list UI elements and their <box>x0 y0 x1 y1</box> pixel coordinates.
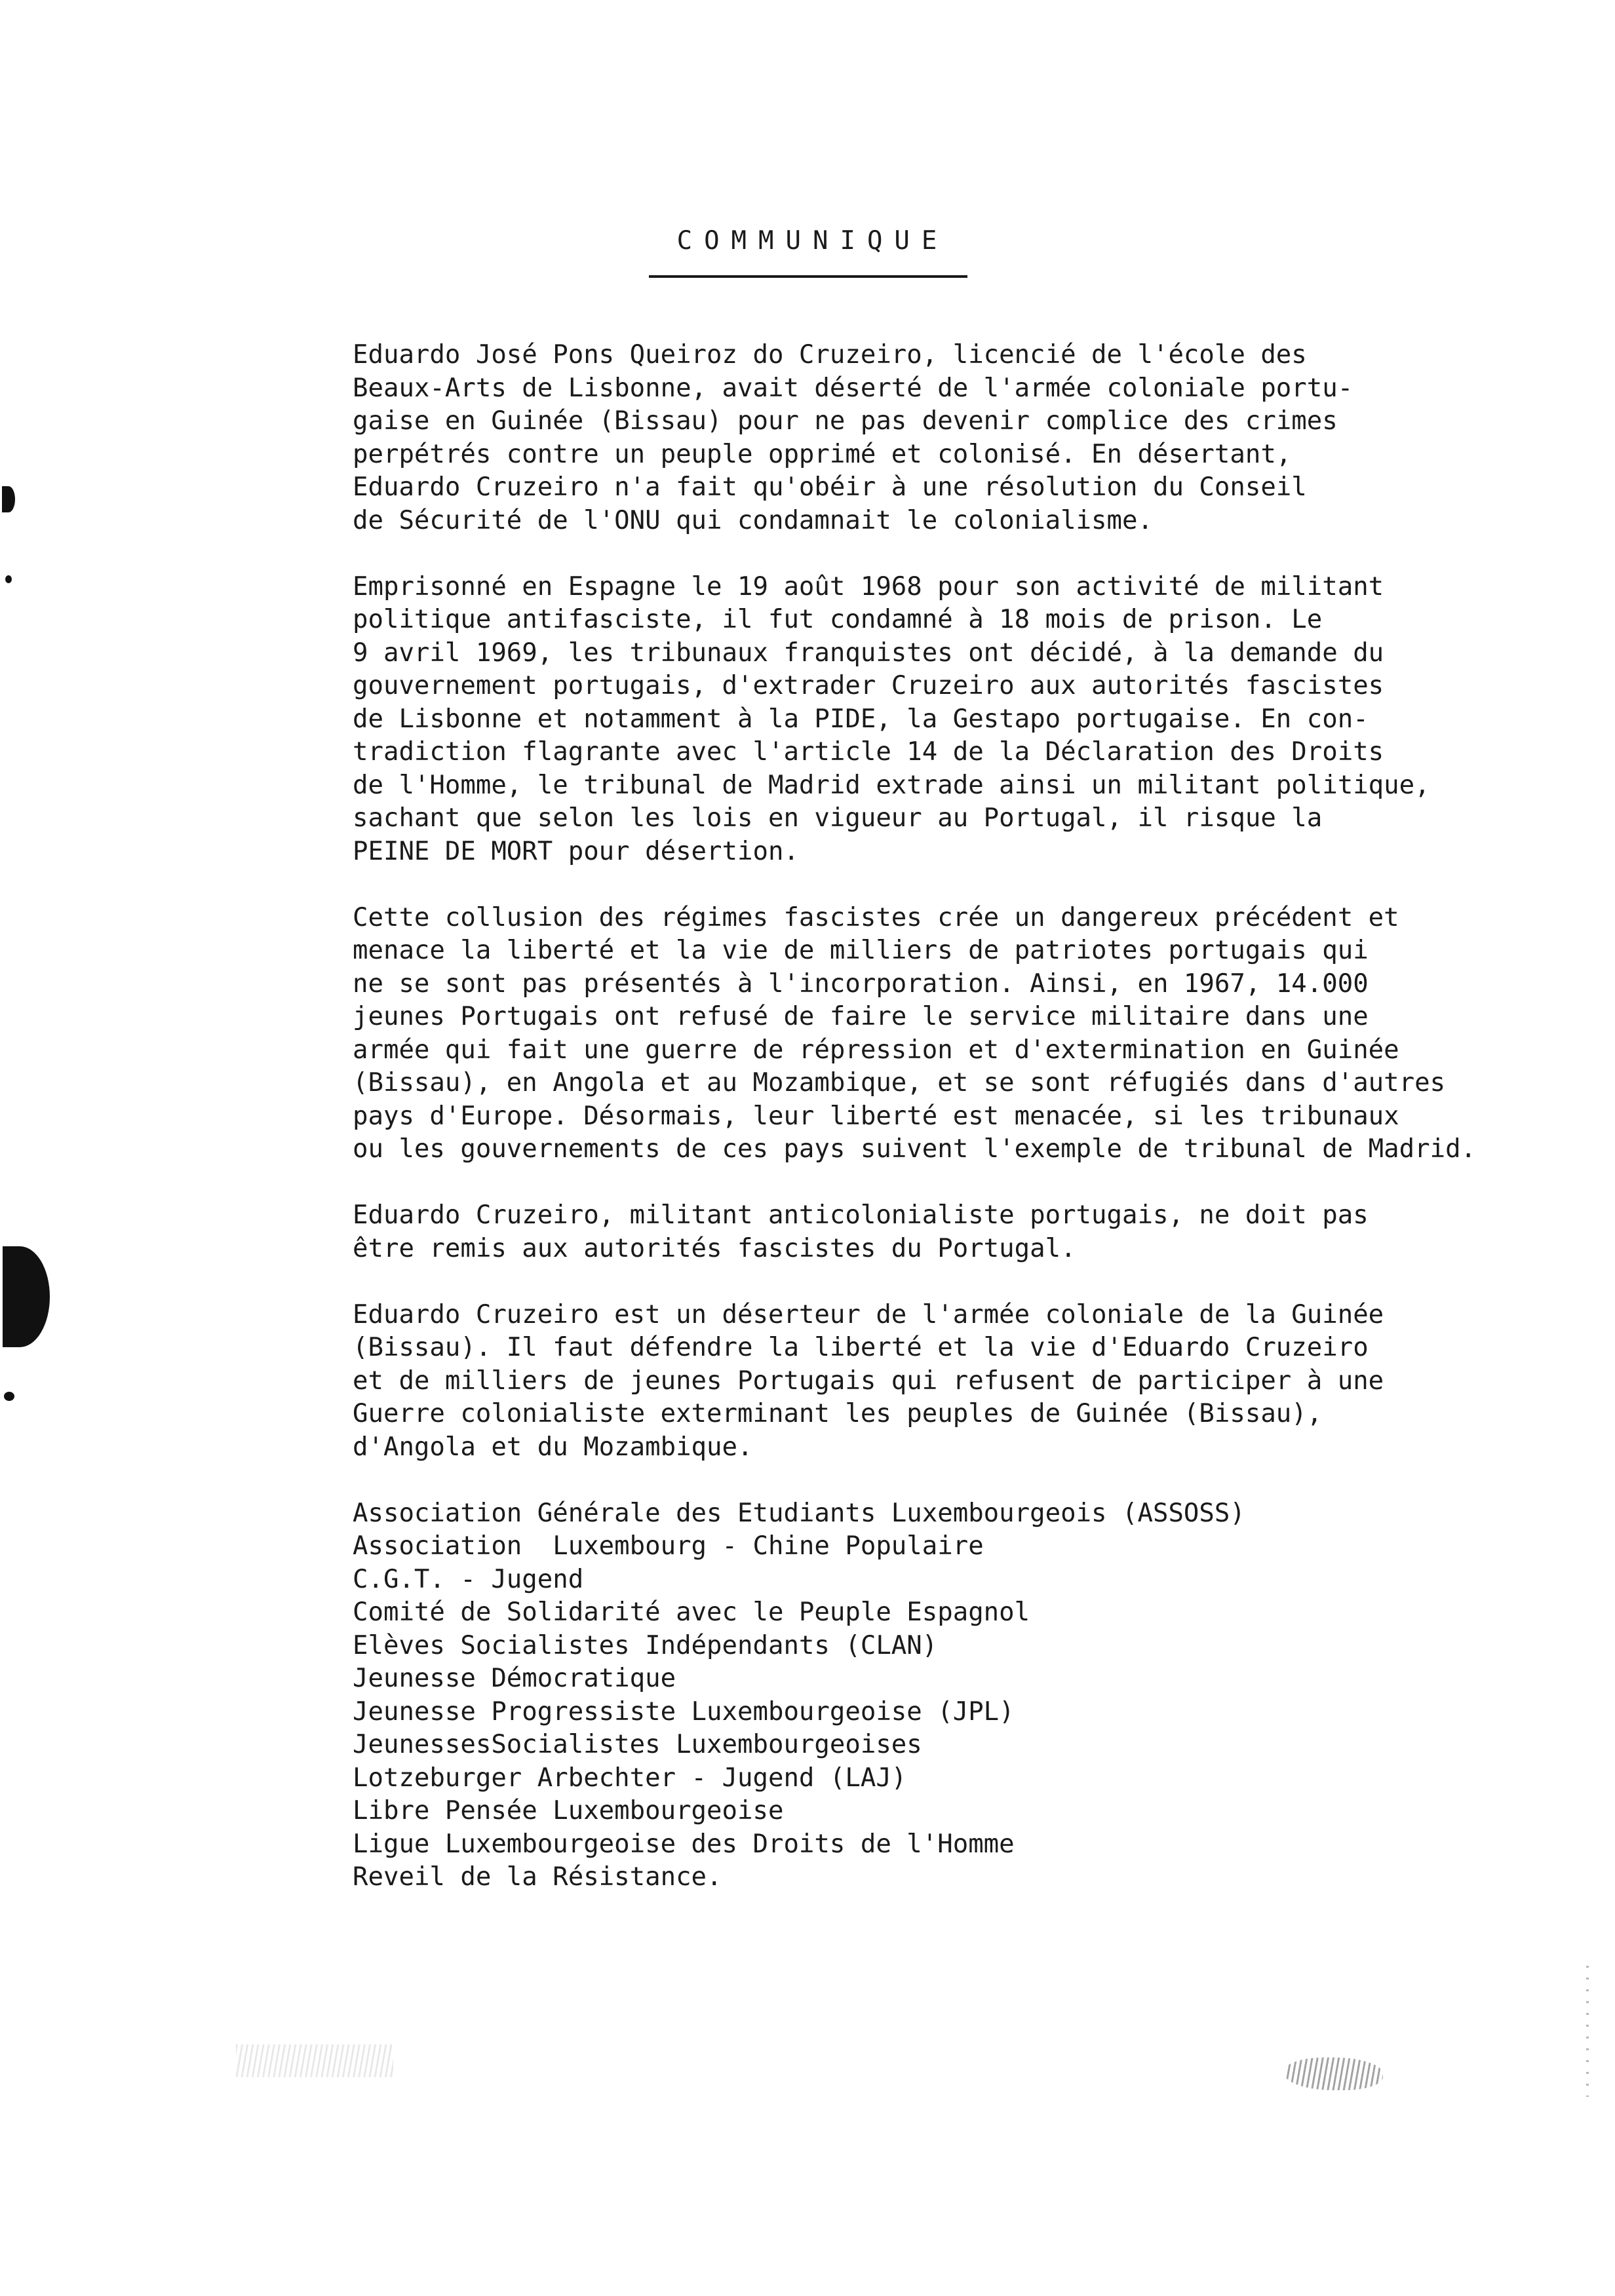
signatory: Association Générale des Etudiants Luxembourgeois (ASSOSS) <box>353 1498 1245 1528</box>
signatory: Jeunesse Progressiste Luxembourgeoise (JPL) <box>353 1696 1015 1727</box>
text-line: jeunes Portugais ont refusé de faire le service militaire dans une <box>353 1002 1369 1031</box>
signatory: Reveil de la Résistance. <box>353 1862 722 1892</box>
text-line: gaise en Guinée (Bissau) pour ne pas devenir complice des crimes <box>353 406 1338 436</box>
text-line: Eduardo José Pons Queiroz do Cruzeiro, licencié de l'école des <box>353 340 1307 370</box>
paragraph-intro <box>353 339 1585 537</box>
signatory: Comité de Solidarité avec le Peuple Espagnol <box>353 1598 1030 1627</box>
text-line: ne se sont pas présentés à l'incorporation. Ainsi, en 1967, 14.000 <box>353 968 1369 999</box>
signatory: Elèves Socialistes Indépendants (CLAN) <box>353 1630 938 1660</box>
text-line: Eduardo Cruzeiro, militant anticolonialiste portugais, ne doit pas <box>353 1200 1369 1230</box>
scan-artifact <box>4 1392 14 1401</box>
paragraph-demand <box>353 1199 1585 1265</box>
scan-smudge <box>1285 2057 1383 2090</box>
text-line: PEINE DE MORT pour désertion. <box>353 836 799 866</box>
text-line: et de milliers de jeunes Portugais qui refusent de participer à une <box>353 1366 1384 1396</box>
document-title: COMMUNIQUE <box>676 226 949 256</box>
text-line: Cette collusion des régimes fascistes crée un dangereux précédent et <box>353 902 1399 932</box>
text-line: de Lisbonne et notamment à la PIDE, la Gestapo portugaise. En con- <box>353 704 1369 734</box>
signatory: Ligue Luxembourgeoise des Droits de l'Homme <box>353 1829 1015 1859</box>
text-line: tradiction flagrante avec l'article 14 de la Déclaration des Droits <box>353 737 1384 767</box>
scan-edge-specks <box>1586 1966 1589 2097</box>
signatory: Association Luxembourg - Chine Populaire <box>353 1531 984 1561</box>
text-line: Emprisonné en Espagne le 19 août 1968 pour son activité de militant <box>353 571 1384 602</box>
text-line: Beaux-Arts de Lisbonne, avait déserté de l'armée coloniale portu- <box>353 373 1353 403</box>
text-line: Guerre colonialiste exterminant les peuples de Guinée (Bissau), <box>353 1399 1323 1428</box>
signatory: Jeunesse Démocratique <box>353 1664 676 1693</box>
scan-smudge <box>236 2044 393 2077</box>
scan-artifact <box>2 486 15 512</box>
signatory: C.G.T. - Jugend <box>353 1564 584 1594</box>
text-line: ou les gouvernements de ces pays suivent l'exemple de tribunal de Madrid. <box>353 1134 1477 1164</box>
text-line: perpétrés contre un peuple opprimé et colonisé. En désertant, <box>353 439 1292 469</box>
scan-artifact <box>5 575 12 583</box>
text-line: sachant que selon les lois en vigueur au Portugal, il risque la <box>353 803 1323 833</box>
text-line: (Bissau). Il faut défendre la liberté et la vie d'Eduardo Cruzeiro <box>353 1333 1369 1362</box>
signatories-list <box>353 1497 1585 1894</box>
text-line: 9 avril 1969, les tribunaux franquistes ont décidé, à la demande du <box>353 638 1384 668</box>
signatory: Lotzeburger Arbechter - Jugend (LAJ) <box>353 1763 907 1793</box>
signatory: Libre Pensée Luxembourgeoise <box>353 1796 784 1826</box>
text-line: menace la liberté et la vie de milliers de patriotes portugais qui <box>353 936 1369 965</box>
paragraph-imprisonment <box>353 571 1585 869</box>
text-line: Eduardo Cruzeiro n'a fait qu'obéir à une résolution du Conseil <box>353 472 1307 502</box>
text-line: pays d'Europe. Désormais, leur liberté est menacée, si les tribunaux <box>353 1101 1399 1131</box>
text-line: Eduardo Cruzeiro est un déserteur de l'armée coloniale de la Guinée <box>353 1299 1384 1330</box>
document-body <box>353 339 1585 1894</box>
text-line: gouvernement portugais, d'extrader Cruzeiro aux autorités fascistes <box>353 671 1384 700</box>
text-line: être remis aux autorités fascistes du Portugal. <box>353 1233 1076 1263</box>
title-underline <box>649 275 967 278</box>
text-line: armée qui fait une guerre de répression et d'extermination en Guinée <box>353 1035 1399 1065</box>
signatory: JeunessesSocialistes Luxembourgeoises <box>353 1730 922 1759</box>
text-line: politique antifasciste, il fut condamné à 18 mois de prison. Le <box>353 605 1323 634</box>
paragraph-defend <box>353 1299 1585 1464</box>
text-line: de l'Homme, le tribunal de Madrid extrade ainsi un militant politique, <box>353 770 1430 800</box>
paragraph-collusion <box>353 902 1585 1166</box>
text-line: de Sécurité de l'ONU qui condamnait le colonialisme. <box>353 505 1153 535</box>
scan-artifact <box>3 1246 50 1347</box>
text-line: (Bissau), en Angola et au Mozambique, et se sont réfugiés dans d'autres <box>353 1068 1446 1098</box>
text-line: d'Angola et du Mozambique. <box>353 1432 753 1462</box>
